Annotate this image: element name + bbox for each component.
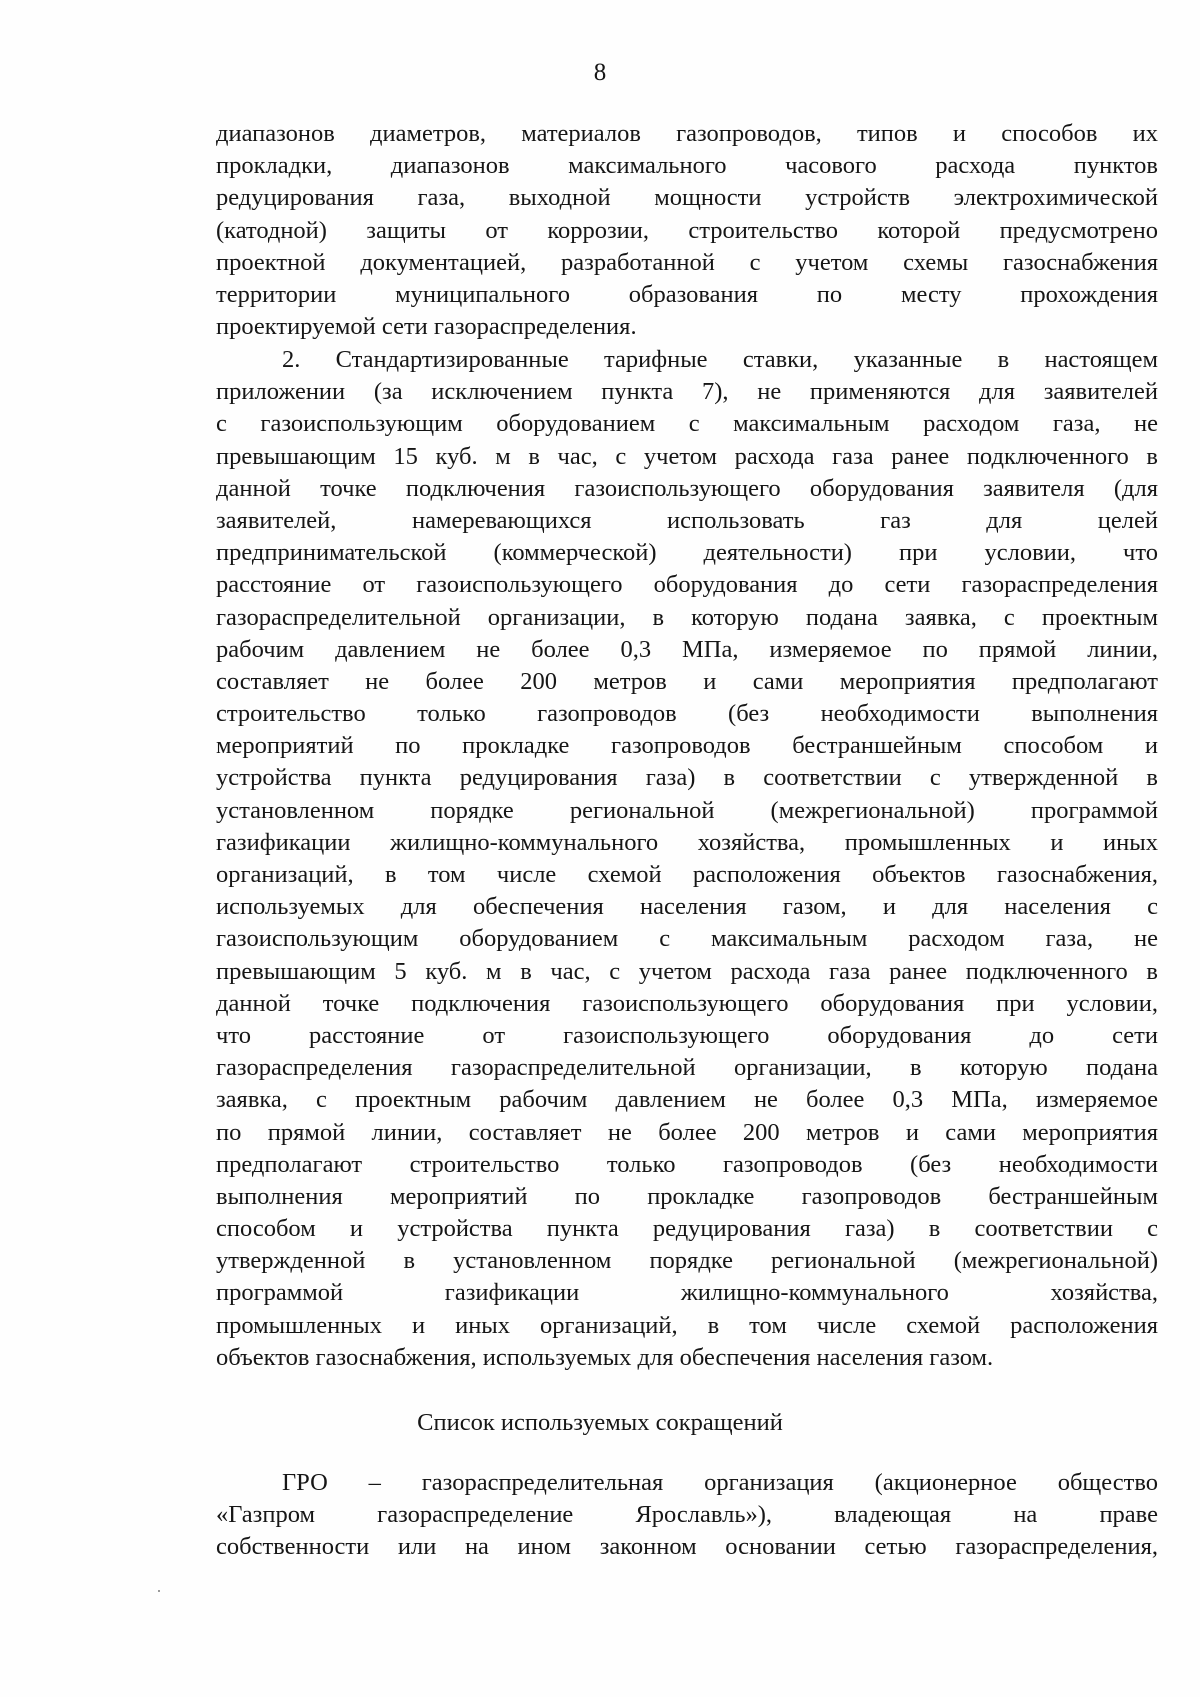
text-line: программой газификации жилищно-коммунального хозяйства,: [216, 1279, 1158, 1307]
text-line: по прямой линии, составляет не более 200 метров и сами мероприятия: [216, 1118, 1158, 1146]
text-line: утвержденной в установленном порядке региональной (межрегиональной): [216, 1247, 1158, 1275]
text-line: 2. Стандартизированные тарифные ставки, указанные в настоящем: [282, 346, 1158, 373]
text-line: способом и устройства пункта редуцирования газа) в соответствии с: [216, 1215, 1158, 1243]
text-line: диапазонов диаметров, материалов газопроводов, типов и способов их: [216, 120, 1158, 147]
text-line: промышленных и иных организаций, в том числе схемой расположения: [216, 1311, 1158, 1339]
text-line: строительство только газопроводов (без необходимости выполнения: [216, 700, 1158, 728]
text-line: приложении (за исключением пункта 7), не применяются для заявителей: [216, 378, 1158, 406]
text-line: установленном порядке региональной (межрегиональной) программой: [216, 796, 1158, 824]
text-line: с газоиспользующим оборудованием с максимальным расходом газа, не: [216, 410, 1158, 438]
text-line: газораспределения газораспределительной организации, в которую подана: [216, 1054, 1158, 1082]
text-line: организаций, в том числе схемой расположения объектов газоснабжения,: [216, 861, 1158, 888]
text-line: устройства пункта редуцирования газа) в соответствии с утвержденной в: [216, 764, 1158, 792]
text-line: (катодной) защиты от коррозии, строительство которой предусмотрено: [216, 216, 1158, 244]
text-line: прокладки, диапазонов максимального часового расхода пунктов: [216, 152, 1158, 180]
paragraph-1: [216, 118, 1158, 343]
text-line: составляет не более 200 метров и сами мероприятия предполагают: [216, 667, 1158, 695]
text-line: проектной документацией, разработанной с учетом схемы газоснабжения: [216, 248, 1158, 276]
text-line: выполнения мероприятий по прокладке газопроводов бестраншейным: [216, 1182, 1158, 1210]
text-line: используемых для обеспечения населения газом, и для населения с: [216, 893, 1158, 921]
text-line: заявителей, намеревающихся использовать газ для целей: [216, 506, 1158, 534]
text-line: объектов газоснабжения, используемых для обеспечения населения газом.: [216, 1343, 994, 1371]
text-line: заявка, с проектным рабочим давлением не более 0,3 МПа, измеряемое: [216, 1086, 1158, 1114]
text-line: расстояние от газоиспользующего оборудования до сети газораспределения: [216, 571, 1158, 599]
paragraph-3: [216, 1467, 1158, 1564]
text-line: газоиспользующим оборудованием с максимальным расходом газа, не: [216, 925, 1158, 953]
text-line: данной точке подключения газоиспользующего оборудования заявителя (для: [216, 474, 1158, 502]
text-line: предполагают строительство только газопроводов (без необходимости: [216, 1150, 1158, 1178]
text-line: рабочим давлением не более 0,3 МПа, измеряемое по прямой линии,: [216, 635, 1158, 663]
text-line: «Газпром газораспределение Ярославль»), владеющая на праве: [216, 1501, 1158, 1529]
page-number: 8: [593, 59, 607, 86]
text-line: что расстояние от газоиспользующего оборудования до сети: [216, 1021, 1158, 1049]
text-line: данной точке подключения газоиспользующего оборудования при условии,: [216, 989, 1158, 1017]
text-line: ГРО – газораспределительная организация (акционерное общество: [282, 1469, 1158, 1496]
text-line: газораспределительной организации, в которую подана заявка, с проектным: [216, 603, 1158, 631]
text-line: собственности или на ином законном основании сетью газораспределения,: [216, 1533, 1158, 1561]
text-line: мероприятий по прокладке газопроводов бестраншейным способом и: [216, 732, 1158, 760]
text-line: территории муниципального образования по месту прохождения: [216, 280, 1158, 308]
text-line: газификации жилищно-коммунального хозяйства, промышленных и иных: [216, 828, 1158, 856]
text-line: превышающим 5 куб. м в час, с учетом расхода газа ранее подключенного в: [216, 957, 1158, 985]
section-heading: Список используемых сокращений: [417, 1409, 783, 1436]
paragraph-2: [216, 344, 1158, 1374]
text-line: превышающим 15 куб. м в час, с учетом расхода газа ранее подключенного в: [216, 442, 1158, 470]
text-line: редуцирования газа, выходной мощности устройств электрохимической: [216, 184, 1158, 212]
scan-speck: [158, 1590, 160, 1592]
text-line: проектируемой сети газораспределения.: [216, 313, 637, 341]
text-line: предпринимательской (коммерческой) деятельности) при условии, что: [216, 539, 1158, 567]
